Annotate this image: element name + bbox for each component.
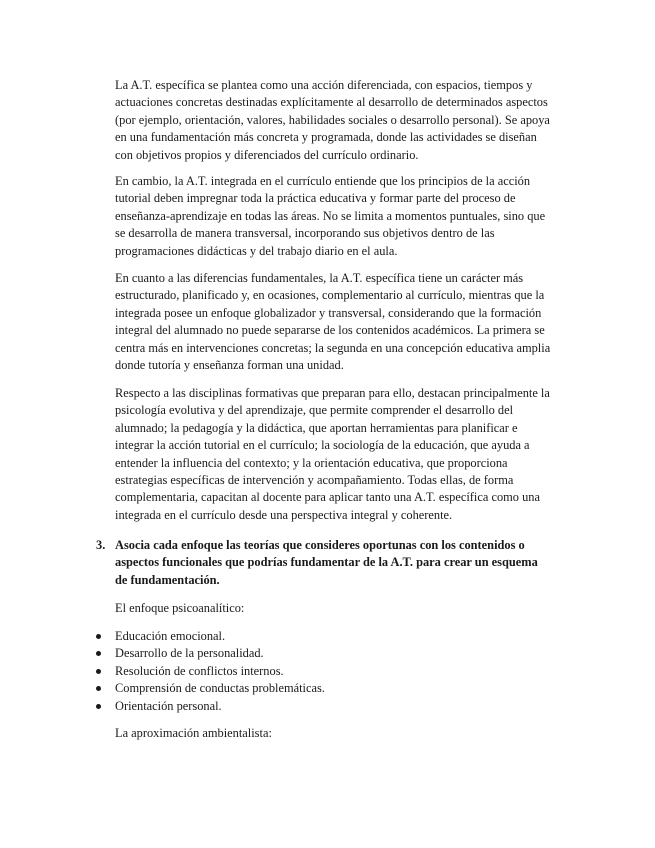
list-item — [96, 680, 551, 697]
bullet-text: Educación emocional. — [115, 629, 226, 643]
bullet-text: Orientación personal. — [115, 698, 222, 713]
heading-psychoanalytic: El enfoque psicoanalítico: — [115, 601, 245, 615]
heading-environmentalist: La aproximación ambientalista: — [115, 726, 272, 740]
paragraph-disciplines: Respecto a las disciplinas formativas que preparan para ello, destacan principalmente la psicología evolutiva y del aprendizaje, que permite comprender el desarrollo del alumnado; la pedagogía y la didáctica, que aportan herramientas para planificar e integrar la acción tutorial en el currículo; la sociología de la educación, que ayuda a entender la influencia del contexto; y la orientación educativa, que proporciona estrategias específicas de intervención y acompañamiento. Todas ellas, de forma complementaria, capacitan al docente para aplicar tanto una A.T. específica como una integrada en el currículo desde una perspectiva integral y coherente. — [115, 386, 550, 522]
bullet-text: Comprensión de conductas problemáticas. — [115, 681, 325, 696]
list-item — [96, 645, 551, 662]
bullet-icon — [96, 651, 101, 656]
bullet-icon — [96, 669, 101, 674]
paragraph-differences: En cuanto a las diferencias fundamentales, la A.T. específica tiene un carácter más estructurado, planificado y, en ocasiones, complementario al currículo, mientras que la integrada posee un enfoque globalizador y transversal, considerando que la formación integral del alumnado no puede separarse de los contenidos académicos. La primera se centra más en intervenciones concretas; la segunda en una concepción educativa amplia donde tutoría y enseñanza forman una unidad. — [115, 271, 551, 373]
bullet-text: Resolución de conflictos internos. — [115, 663, 284, 678]
paragraph-integrated-at: En cambio, la A.T. integrada en el currículo entiende que los principios de la acción tutorial deben impregnar toda la práctica educativa y formar parte del proceso de enseñanza-aprendizaje en todas las áreas. No se limita a momentos puntuales, sino que se desarrolla de manera transversal, incorporando sus objetivos dentro de las programaciones didácticas y del trabajo diario en el aula. — [115, 174, 546, 258]
paragraph-specific-at: La A.T. específica se plantea como una acción diferenciada, con espacios, tiempos y actuaciones concretas destinadas explícitamente al desarrollo de determinados aspectos (por ejemplo, orientación, valores, habilidades sociales o desarrollo personal). Se apoya en una fundamentación más concreta y programada, donde las actividades se diseñan con objetivos propios y diferenciados del currículo ordinario. — [115, 78, 550, 162]
psychoanalytic-bullet-list — [96, 628, 551, 715]
question-number: 3. — [96, 538, 106, 552]
bullet-icon — [96, 634, 101, 639]
list-item — [96, 698, 551, 715]
question-text: Asocia cada enfoque las teorías que consideres oportunas con los contenidos o aspectos funcionales que podrías fundamentar de la A.T. para crear un esquema de fundamentación. — [115, 538, 538, 587]
bullet-icon — [96, 704, 101, 709]
list-item — [96, 628, 551, 645]
list-item — [96, 663, 551, 680]
bullet-icon — [96, 686, 101, 691]
bullet-text: Desarrollo de la personalidad. — [115, 646, 264, 661]
